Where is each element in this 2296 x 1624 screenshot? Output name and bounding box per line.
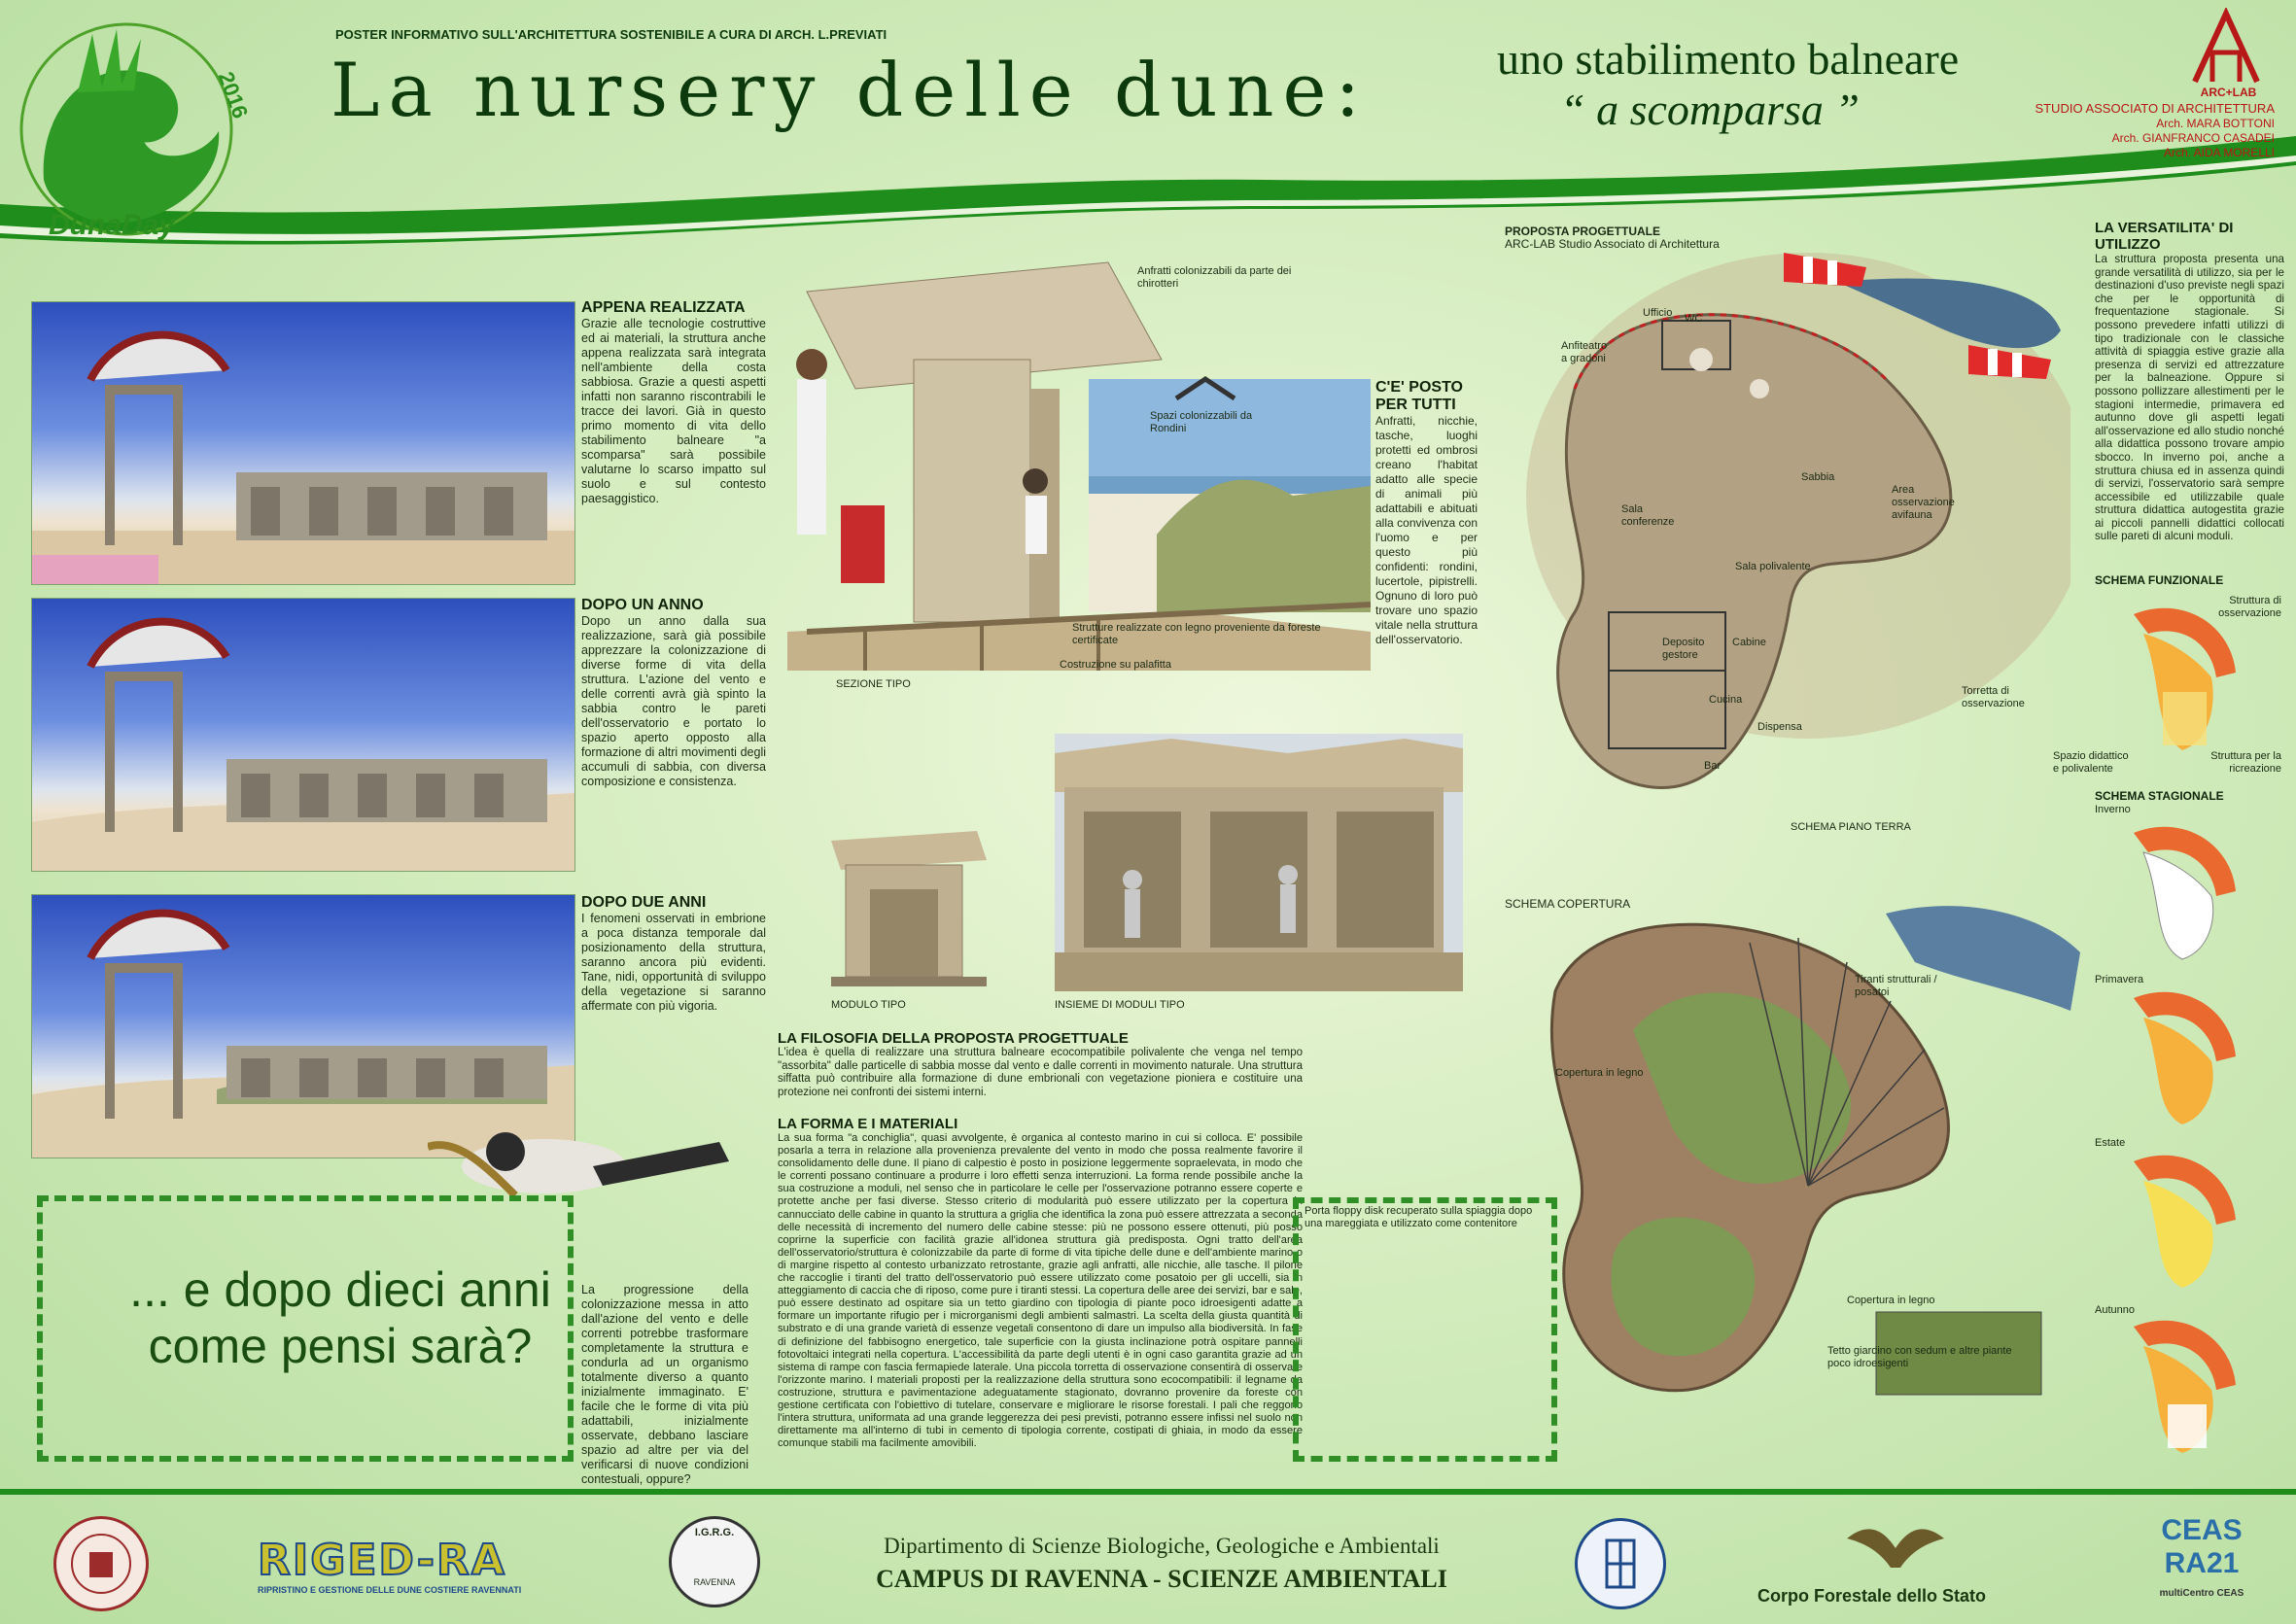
poster-subtitle-1: uno stabilimento balneare <box>1497 34 1960 84</box>
functional-label: Struttura di osservazione <box>2218 595 2281 619</box>
stage-title: APPENA REALIZZATA <box>581 299 746 316</box>
module-caption: MODULO TIPO <box>831 999 906 1011</box>
footer-divider <box>0 1489 2296 1495</box>
season-label: Autunno <box>2095 1304 2135 1316</box>
philosophy-text: L'idea è quella di realizzare una struttura balneare ecocompatibile polivalente che venga nel tempo "assorbita" dalle particelle di sabbia mosse dal vento e dalle correnti in movimento naturale. Una struttura siffatta può contribuire alla formazione di dune embrionali con vegetazione pioniera e costituire una protezione nei confronti dei sistemi interni. <box>778 1047 1303 1098</box>
room-label: Sala conferenze <box>1621 503 1675 528</box>
winter-scheme <box>2124 818 2241 964</box>
foundation-emblem-icon <box>1578 1521 1663 1607</box>
section-caption: SEZIONE TIPO <box>836 678 911 690</box>
studio-person: Arch. MARA BOTTONI <box>2156 117 2275 130</box>
modules-set-drawing <box>1055 734 1463 991</box>
roof-label: Tetto giardino con sedum e altre piante poco idroesigenti <box>1827 1345 2012 1369</box>
season-label: Estate <box>2095 1137 2126 1149</box>
campus-name: CAMPUS DI RAVENNA - SCIENZE AMBIENTALI <box>876 1565 1447 1593</box>
riged-logo <box>258 1536 549 1613</box>
stage-title: DOPO DUE ANNI <box>581 894 707 911</box>
question-text: ... e dopo dieci anni come pensi sarà? <box>129 1262 551 1373</box>
ground-plan-caption: SCHEMA PIANO TERRA <box>1791 821 1911 833</box>
studio-person: Arch. AIDA MORELLI <box>2163 146 2275 159</box>
section-drawing <box>787 243 1371 671</box>
roof-label: Copertura in legno <box>1847 1295 1935 1306</box>
functional-title: SCHEMA FUNZIONALE <box>2095 573 2224 587</box>
stage-text: I fenomeni osservati in embrione a poca distanza temporale dal posizionamento della struttura, saranno ancora più evidenti. Tane, nidi, opportunità di sviluppo della vegetazione si saranno affermate con più vigoria. <box>581 912 766 1013</box>
windsock-icon <box>1779 243 1876 301</box>
materials-text: La sua forma "a conchiglia", quasi avvolgente, è organica al contesto marino in cui si colloca. E' possibile posarla a terra in relazione alla provenienza prevalente del vento in modo che possa realmente favorire il consolidamento delle dune. Il piano di calpestio è posto in posizione leggermente sopraelevata, in modo che le correnti possano continuare a produrre i loro effetti senza interruzioni. La forma rende possibile anche la sua costruzione a moduli, nel senso che in particolare le celle per l'osservazione potranno essere coperte e protette anche per fasi diverse. Stesso criterio di modularità può essere utilizzato per la copertura in cannucciato delle cabine in quanto la struttura a griglia che identifica la zona può essere attrezzata a seconda delle necessità di incremento del numero delle cabine stesse: più ne possono essere ottenuti, più posso coprirne la superficie con facilità grazie all'idonea struttura già predisposta. Ogni tratto dell'area dell'osservatorio/struttura è colonizzabile da parte di forme di vita tipiche delle dune e dell'ambiente marino o di margine rispetto al contesto urbanizzato retrostante, grazie agli anfratti, alle nicchie, alle tasche. Il pilone che raccoglie i tiranti del tratto dell'osservatorio può essere utilizzato come posatoio per gli uccelli, sia in atteggiamento di caccia che di riposo, come pure i tiranti stessi. La copertura delle aree dei servizi, bar e sale, può essere destinato ad ospitare sia un tetto giardino con tipologia di piante poco idroesigenti adatte a formare un importante rifugio per i microrganismi degli ambienti salmastri. La scelta della giusta quantità di substrato e di una grande varietà di essenze vegetali consentono di dare un impulso alla biodiversità. In fase di definizione del fabbisogno energetico, tale superficie con la giusta inclinazione potrà ospitare pannelli fotovoltaici integrati nella copertura. L'accessibilità da parte degli utenti è in ogni caso garantita grazie ad un sistema di rampe con fascia fermapiede laterale. Una piccola torretta di osservazione consentirà di osservare l'orizzonte marino. I materiali proposti per la realizzazione della struttura sono ecocompatibili: il legname da costruzione, struttura e pavimentazione adeguatamente stagionato, dovranno provenire da foreste con gestione certificata con l'obiettivo di tutelare, conservare e migliorare le risorse forestali. I pali che reggono l'intera struttura, uniformata ad una grande leggerezza dei pesi previsti, potranno essere infissi nel suolo non direttamente ma all'interno di tubi in cemento di tipologia corrente, costipati di ghiaia, in modo da essere comunque stabili ma facilmente amovibili. <box>778 1132 1303 1450</box>
flaminia-seal <box>1575 1518 1666 1609</box>
studio-brand: ARC+LAB <box>2200 86 2257 99</box>
room-label: Bar <box>1704 760 1722 772</box>
section-label-bats: Anfratti colonizzabili da parte dei chirotteri <box>1137 265 1292 290</box>
forestale-eagle-icon <box>1842 1514 1949 1582</box>
unibo-seal <box>53 1516 149 1611</box>
riged-title: RIGED-RA <box>258 1536 506 1585</box>
roof-label: Copertura in legno <box>1555 1067 1644 1079</box>
room-label: WC <box>1685 313 1703 325</box>
logo-year: 2016 <box>213 68 254 122</box>
plan-subtitle: ARC-LAB Studio Associato di Architettura <box>1505 237 1720 251</box>
everyone-title: C'E' POSTO PER TUTTI <box>1375 379 1463 413</box>
room-label: Deposito gestore <box>1662 637 1705 661</box>
room-label: Area osservazione avifauna <box>1892 484 1955 521</box>
igrg-subtitle: RAVENNA <box>693 1577 736 1587</box>
room-label: Dispensa <box>1757 721 1802 733</box>
ground-floor-plan <box>1516 243 2070 826</box>
roof-plan-title: SCHEMA COPERTURA <box>1505 897 1631 911</box>
poster-title: La nursery delle dune: <box>330 47 1370 133</box>
philosophy-title: LA FILOSOFIA DELLA PROPOSTA PROGETTUALE <box>778 1030 1129 1047</box>
stage-text: Grazie alle tecnologie costruttive ed ai materiali, la struttura anche appena realizzata sarà integrata nell'ambiente della costa sabbiosa. Grazie a questi aspetti infatti non saranno riscontrabili le tracce dei lavori. Già in questo primo momento di vita dello stabilimento balneare "a scomparsa" sarà possibile valutarne lo scarso impatto sul suolo e sul contesto paesaggistico. <box>581 317 766 505</box>
dept-name: Dipartimento di Scienze Biologiche, Geologiche e Ambientali <box>884 1534 1440 1558</box>
room-label: Cabine <box>1732 637 1766 648</box>
autumn-scheme <box>2124 1312 2241 1458</box>
section-label-wood: Strutture realizzate con legno proveniente da foreste certificate <box>1072 622 1321 646</box>
logo-name: DunaDay <box>49 209 176 241</box>
plan-title: PROPOSTA PROGETTUALE <box>1505 225 1661 238</box>
summer-scheme <box>2124 1147 2241 1293</box>
room-label: Ufficio <box>1643 307 1673 319</box>
season-label: Inverno <box>2095 804 2131 815</box>
room-label: Anfiteatro a gradoni <box>1561 340 1608 364</box>
poster-topline: POSTER INFORMATIVO SULL'ARCHITETTURA SOSTENIBILE A CURA DI ARCH. L.PREVIATI <box>335 27 887 42</box>
room-label: Torretta di osservazione <box>1962 685 2025 709</box>
question-note: La progressione della colonizzazione messa in atto dall'azione del vento e delle correnti potrebbe trasformare completamente la struttura e condurla ad un organismo totalmente diverso a quanto inizialmente immaginato. E' facile che le forme di vita più adattabili, inizialmente osservate, debbano lasciare spazio ad altre per via del verificarsi di nuove condizioni contestuali, oppure? <box>581 1283 748 1486</box>
studio-name: STUDIO ASSOCIATO DI ARCHITETTURA <box>2035 101 2275 116</box>
igrg-title: I.G.R.G. <box>694 1527 735 1538</box>
versatility-text: La struttura proposta presenta una grande versatilità di utilizzo, sia per le destinazioni d'uso previste negli spazi che per le opportunità di frequentazione stagionale. Si possono prevedere infatti utilizzi di tipo tradizionale con le classiche attività di spiaggia estive grazie alla presenza di servizi ed attrezzature per la balneazione. Oppure si possono pollizzare allestimenti per le stagioni intermedie, primavera ed autunno dove gli aspetti legati all'osservazione ed allo studio nonché alla didattica possono trovare ampio sbocco. In inverno poi, anche a struttura chiusa ed in assenza quindi di servizi, l'osservatorio sarà sempre accessibile ed utilizzabile quale struttura didattica autogestita grazie ai piccoli pannelli didattici collocati sulle pareti di alcuni moduli. <box>2095 253 2284 543</box>
ceas-subtitle: multiCentro CEAS <box>2159 1588 2244 1599</box>
spring-scheme <box>2124 984 2241 1129</box>
materials-title: LA FORMA E I MATERIALI <box>778 1116 958 1132</box>
forestale-name: Corpo Forestale dello Stato <box>1757 1586 1987 1606</box>
versatility-title: LA VERSATILITA' DI UTILIZZO <box>2095 220 2234 253</box>
igrg-seal <box>669 1516 760 1607</box>
section-label-swallows: Spazi colonizzabili da Rondini <box>1150 410 1253 434</box>
season-label: Primavera <box>2095 974 2144 985</box>
section-label-stilts: Costruzione su palafitta <box>1060 659 1171 671</box>
room-label: Cucina <box>1709 694 1743 706</box>
dunaday-logo <box>10 15 253 248</box>
ceas-logo <box>2139 1514 2265 1599</box>
poster-subtitle-2: “ a scomparsa ” <box>1560 85 1861 134</box>
studio-person: Arch. GIANFRANCO CASADEI <box>2111 131 2275 145</box>
stage-text: Dopo un anno dalla sua realizzazione, sarà già possibile apprezzare la colonizzazione di diverse forme di vita della struttura. L'azione del vento e delle correnti avrà già spinto la sabbia contro le pareti dell'osservatorio e portato lo spazio aperto opposto alla formazione di altri movimenti degli accumuli di sabbia, con diversa composizione e consistenza. <box>581 614 766 788</box>
photo-one-year <box>31 598 575 872</box>
room-label: Sabbia <box>1801 471 1835 483</box>
functional-label: Spazio didattico e polivalente <box>2053 750 2129 775</box>
everyone-text: Anfratti, nicchie, tasche, luoghi protetti ed ombrosi creano l'habitat adatto alle specie di animali più adattabili e abituati alla convivenza con l'uomo e per questo più confidenti: rondini, lucertole, pipistrelli. Ognuno di loro può trovare uno spazio vitale nella struttura dell'osservatorio. <box>1375 414 1478 646</box>
functional-label: Struttura per la ricreazione <box>2210 750 2281 775</box>
stage-title: DOPO UN ANNO <box>581 597 704 613</box>
arclab-logo-icon <box>2187 8 2265 86</box>
university-seal-icon <box>56 1519 146 1608</box>
windsock-icon <box>1964 335 2061 394</box>
studio-block <box>2002 8 2284 168</box>
riged-subtitle: RIPRISTINO E GESTIONE DELLE DUNE COSTIERE RAVENNATI <box>258 1585 522 1595</box>
room-label: Sala polivalente <box>1735 561 1811 572</box>
floppy-note: Porta floppy disk recuperato sulla spiaggia dopo una mareggiata e utilizzato come contenitore <box>1305 1205 1533 1229</box>
roof-label: Tiranti strutturali / posatoi <box>1855 974 1937 998</box>
module-drawing <box>831 821 987 991</box>
roof-plan <box>1516 855 2090 1399</box>
seasonal-title: SCHEMA STAGIONALE <box>2095 789 2224 803</box>
ceas-title: CEAS RA21 <box>2161 1514 2243 1579</box>
photo-just-built <box>31 301 575 585</box>
modules-set-caption: INSIEME DI MODULI TIPO <box>1055 999 1185 1011</box>
